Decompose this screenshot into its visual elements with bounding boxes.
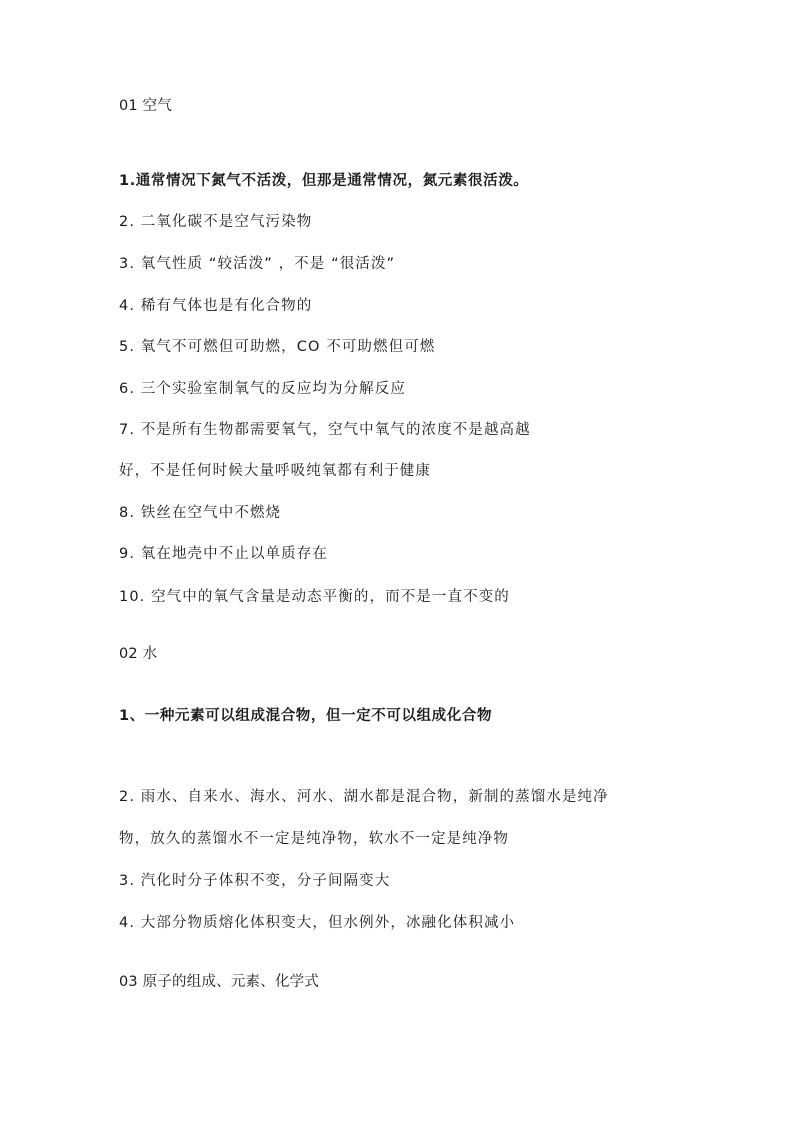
air-item-3: 3. 氧气性质 “较活泼” ，不是 “很活泼” xyxy=(119,256,396,272)
section-title-air: 01 空气 xyxy=(119,98,173,114)
section-title-water: 02 水 xyxy=(119,646,158,662)
air-item-7-continued: 好，不是任何时候大量呼吸纯氧都有利于健康 xyxy=(119,463,431,479)
water-item-2: 2. 雨水、自来水、海水、河水、湖水都是混合物，新制的蒸馏水是纯净 xyxy=(119,789,609,805)
air-item-1: 1.通常情况下氮气不活泼，但那是通常情况，氮元素很活泼。 xyxy=(119,173,529,189)
section-title-atoms: 03 原子的组成、元素、化学式 xyxy=(119,974,320,990)
water-item-2-continued: 物，放久的蒸馏水不一定是纯净物，软水不一定是纯净物 xyxy=(119,831,509,847)
water-item-4: 4. 大部分物质熔化体积变大，但水例外，冰融化体积减小 xyxy=(119,915,516,931)
air-item-8: 8. 铁丝在空气中不燃烧 xyxy=(119,505,282,521)
air-item-7: 7. 不是所有生物都需要氧气，空气中氧气的浓度不是越高越 xyxy=(119,422,531,438)
air-item-2: 2. 二氧化碳不是空气污染物 xyxy=(119,214,313,230)
air-item-5: 5. 氧气不可燃但可助燃，CO 不可助燃但可燃 xyxy=(119,339,436,355)
water-item-1: 1、一种元素可以组成混合物，但一定不可以组成化合物 xyxy=(119,708,493,724)
air-item-9: 9. 氧在地壳中不止以单质存在 xyxy=(119,546,328,562)
air-item-10: 10. 空气中的氧气含量是动态平衡的，而不是一直不变的 xyxy=(119,589,510,605)
air-item-4: 4. 稀有气体也是有化合物的 xyxy=(119,298,313,314)
air-item-6: 6. 三个实验室制氧气的反应均为分解反应 xyxy=(119,381,406,397)
water-item-3: 3. 汽化时分子体积不变，分子间隔变大 xyxy=(119,873,391,889)
